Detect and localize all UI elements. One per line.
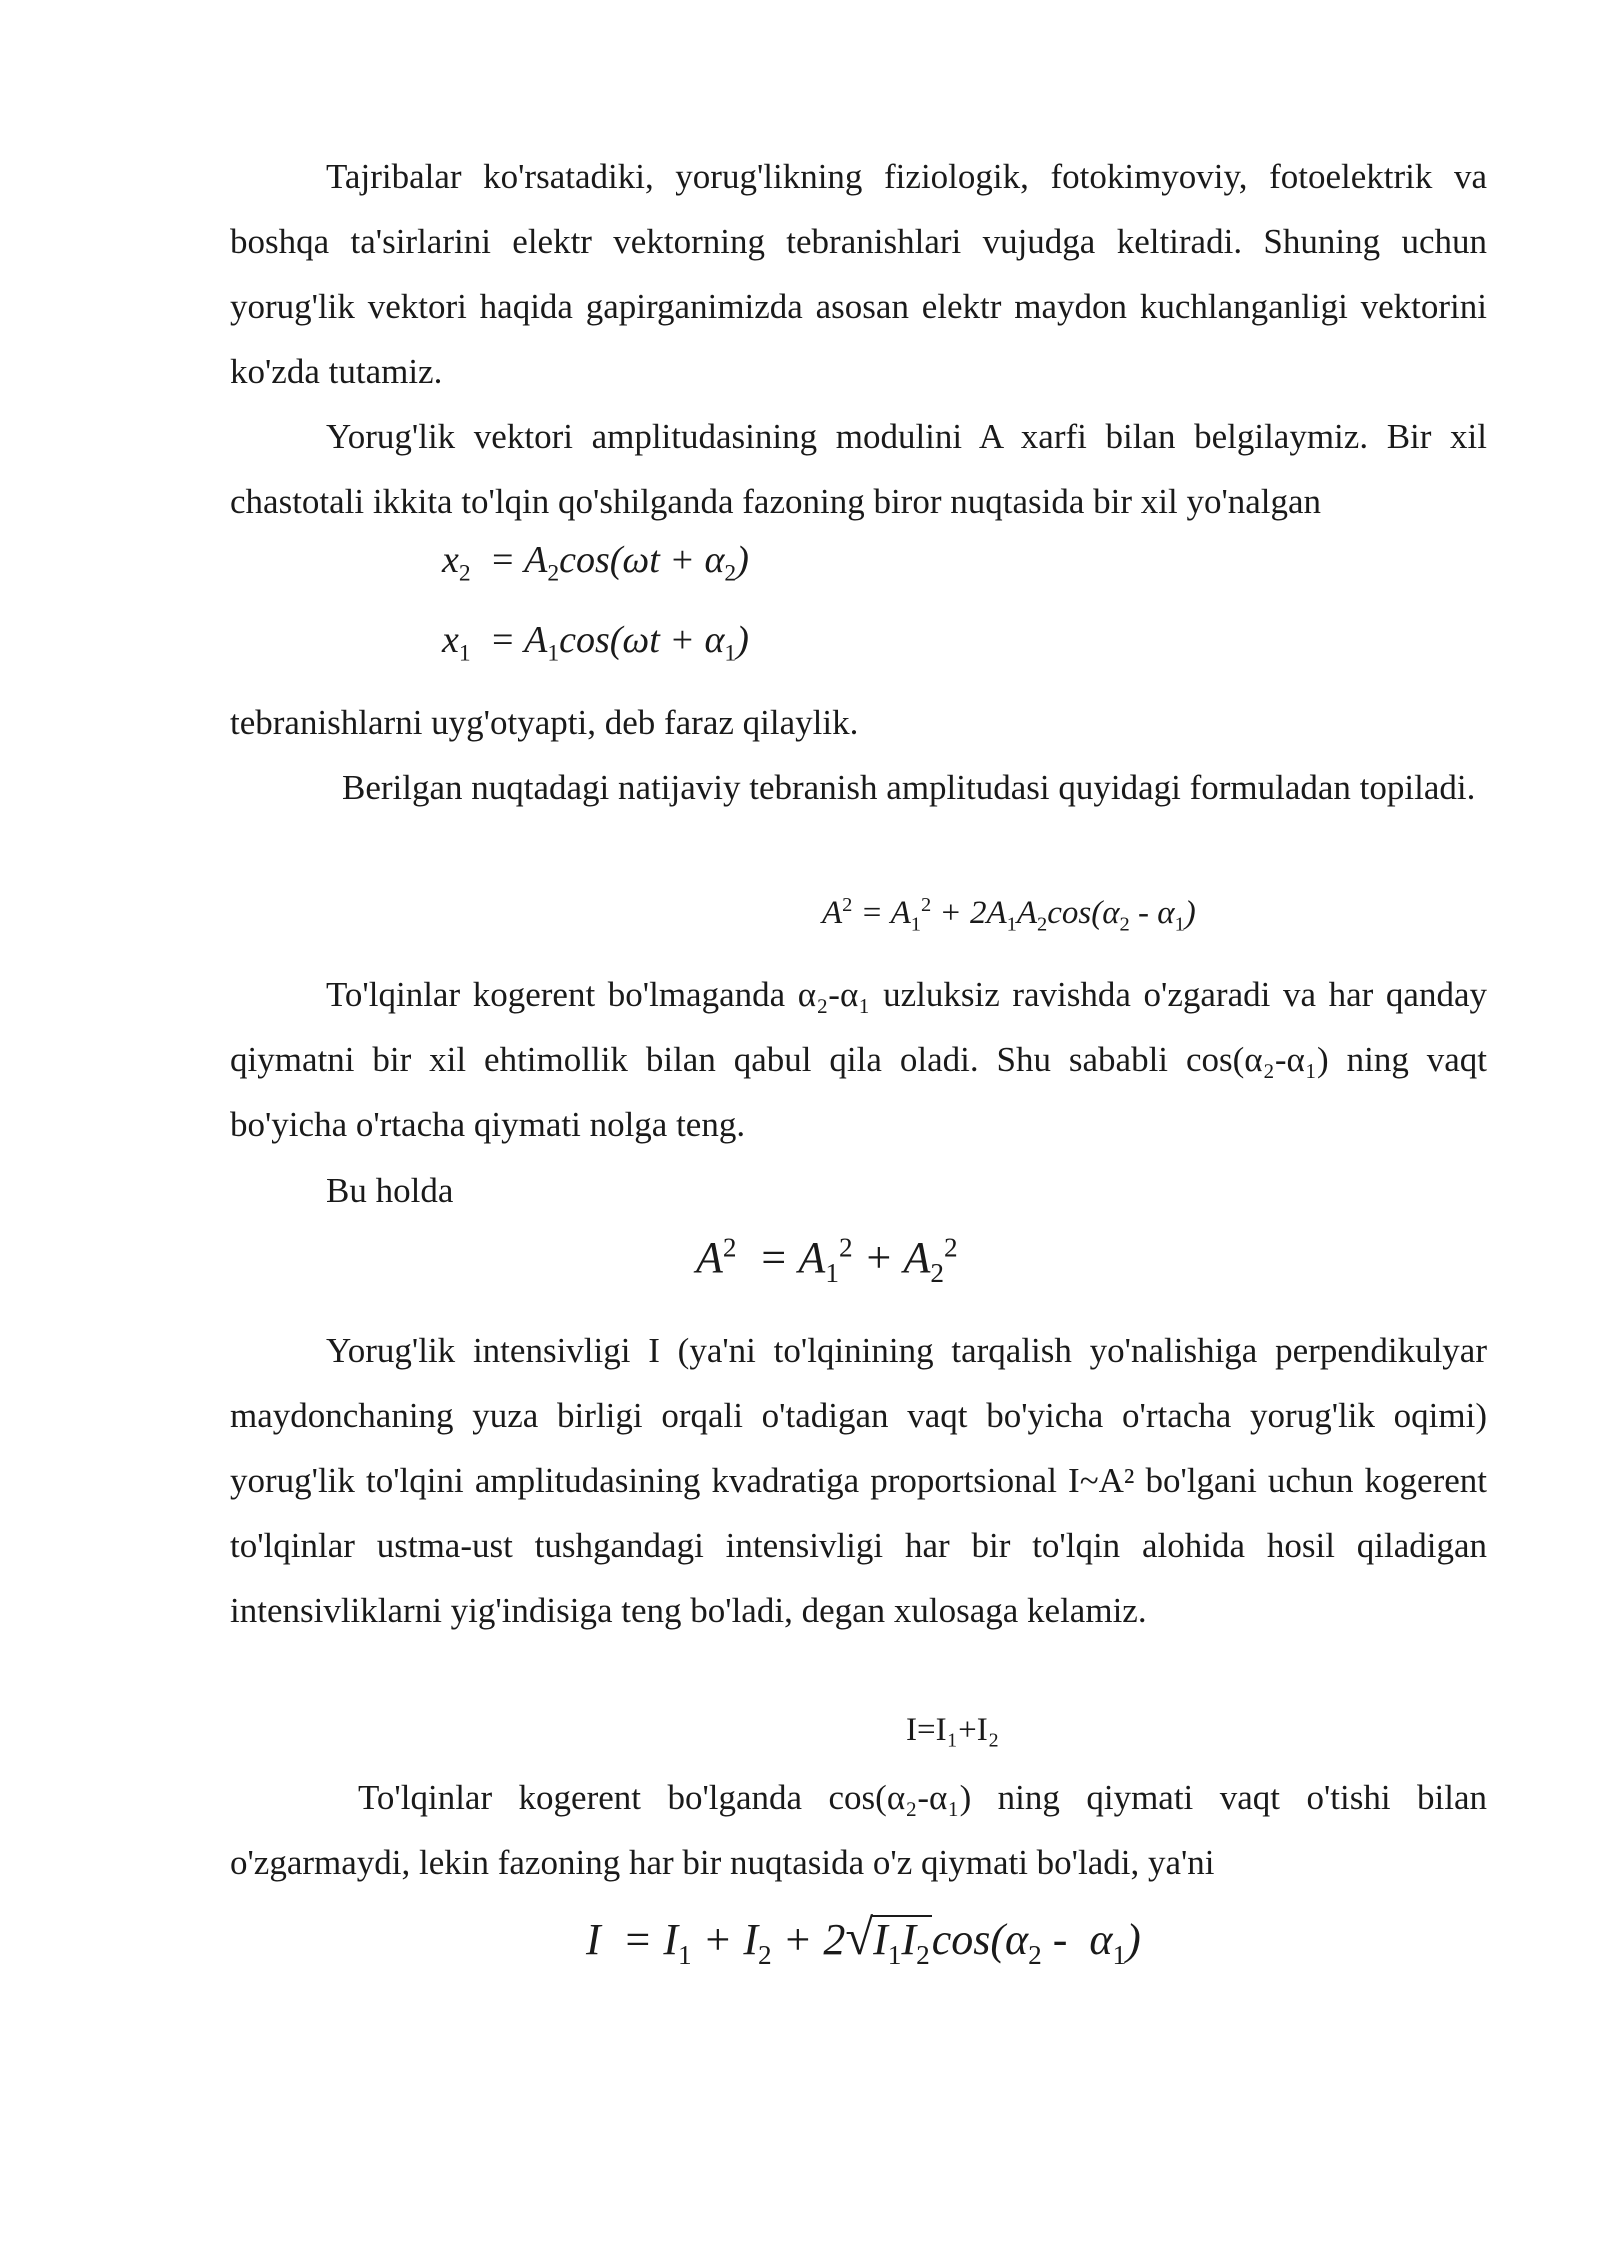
phase-difference-symbol-3: α₂-α₁ — [886, 1778, 960, 1817]
phase-difference-symbol-2: α₂-α₁ — [1244, 1040, 1318, 1079]
paragraph-in-this-case: Bu holda — [326, 1171, 454, 1210]
coherent-text-b: ) ning qiymati vaqt o'tishi bilan o'zgarmaydi, lekin fazoning har bir nuqtasida o'z qiymati bo'ladi, ya'ni — [230, 1778, 1487, 1882]
proportional-symbol: ~A² — [1079, 1461, 1135, 1500]
formula-amplitude-general: $A^2 = A_1^2 + 2A_1A_2\cos(\alpha_2 - \alpha_1)$ — [822, 894, 1196, 936]
formula-x2: $x_2 = A_2\cos(\omega t + \alpha_2)$ — [442, 539, 749, 587]
intensity-text-b: bo'lgani uchun kogerent to'lqinlar ustma-ust tushgandagi intensivligi har bir to'lqin alohida hosil qiladigan intensivliklarni yig'indisiga teng bo'ladi, degan xulosaga kelamiz. — [230, 1461, 1487, 1630]
phase-difference-symbol: α₂-α₁ — [797, 975, 871, 1014]
formula-intensity-sum: I=I₁+I₂ — [906, 1712, 1000, 1748]
incoherent-text-a: To'lqinlar kogerent bo'lmaganda — [326, 975, 798, 1014]
paragraph-amplitude-definition: Yorug'lik vektori amplitudasining modulini A xarfi bilan belgilaymiz. Bir xil chastotali ikkita to'lqin qo'shilganda fazoning biror nuqtasida bir xil yo'nalgan — [230, 417, 1487, 521]
formula-x1: $x_1 = A_1\cos(\omega t + \alpha_1)$ — [442, 619, 749, 667]
paragraph-intensity — [230, 1318, 1487, 1643]
coherent-text-a: To'lqinlar kogerent bo'lganda cos( — [358, 1778, 887, 1817]
incoherent-text-c: ) ning vaqt bo'yicha o'rtacha qiymati nolga teng. — [230, 1040, 1488, 1144]
paragraph-intro: Tajribalar ko'rsatadiki, yorug'likning fiziologik, fotokimyoviy, fotoelektrik va boshqa ta'sirlarini elektr vektorning tebranishlari vujudga keltiradi. Shuning uchun yorug'lik vektori haqida gapirganimizda asosan elektr maydon kuchlanganligi vektorini ko'zda tutamiz. — [230, 157, 1487, 391]
intensity-text-a: Yorug'lik intensivligi I (ya'ni to'lqinining tarqalish yo'nalishiga perpendikulyar maydonchaning yuza birligi orqali o'tadigan vaqt bo'yicha o'rtacha yorug'lik oqimi) yorug'lik to'lqini amplitudasining kvadratiga proportsional I — [230, 1331, 1487, 1500]
paragraph-resultant-amplitude: Berilgan nuqtadagi natijaviy tebranish amplitudasi quyidagi formuladan topiladi. — [342, 768, 1476, 807]
paragraph-incoherent — [230, 962, 1487, 1157]
paragraph-coherent — [230, 1765, 1487, 1895]
incoherent-text-b: uzluksiz ravishda o'zgaradi va har qanday qiymatni bir xil ehtimollik bilan qabul qila oladi. Shu sababli cos( — [230, 975, 1487, 1079]
paragraph-assumption: tebranishlarni uyg'otyapti, deb faraz qilaylik. — [230, 703, 859, 742]
formula-amplitude-incoherent: $A^2 = A_1^2 + A_2^2$ — [696, 1232, 958, 1288]
formula-intensity-coherent: $I = I_1 + I_2 + 2√I_1I_2\cos(\alpha_2 - \alpha_1)$ — [586, 1909, 1141, 1970]
